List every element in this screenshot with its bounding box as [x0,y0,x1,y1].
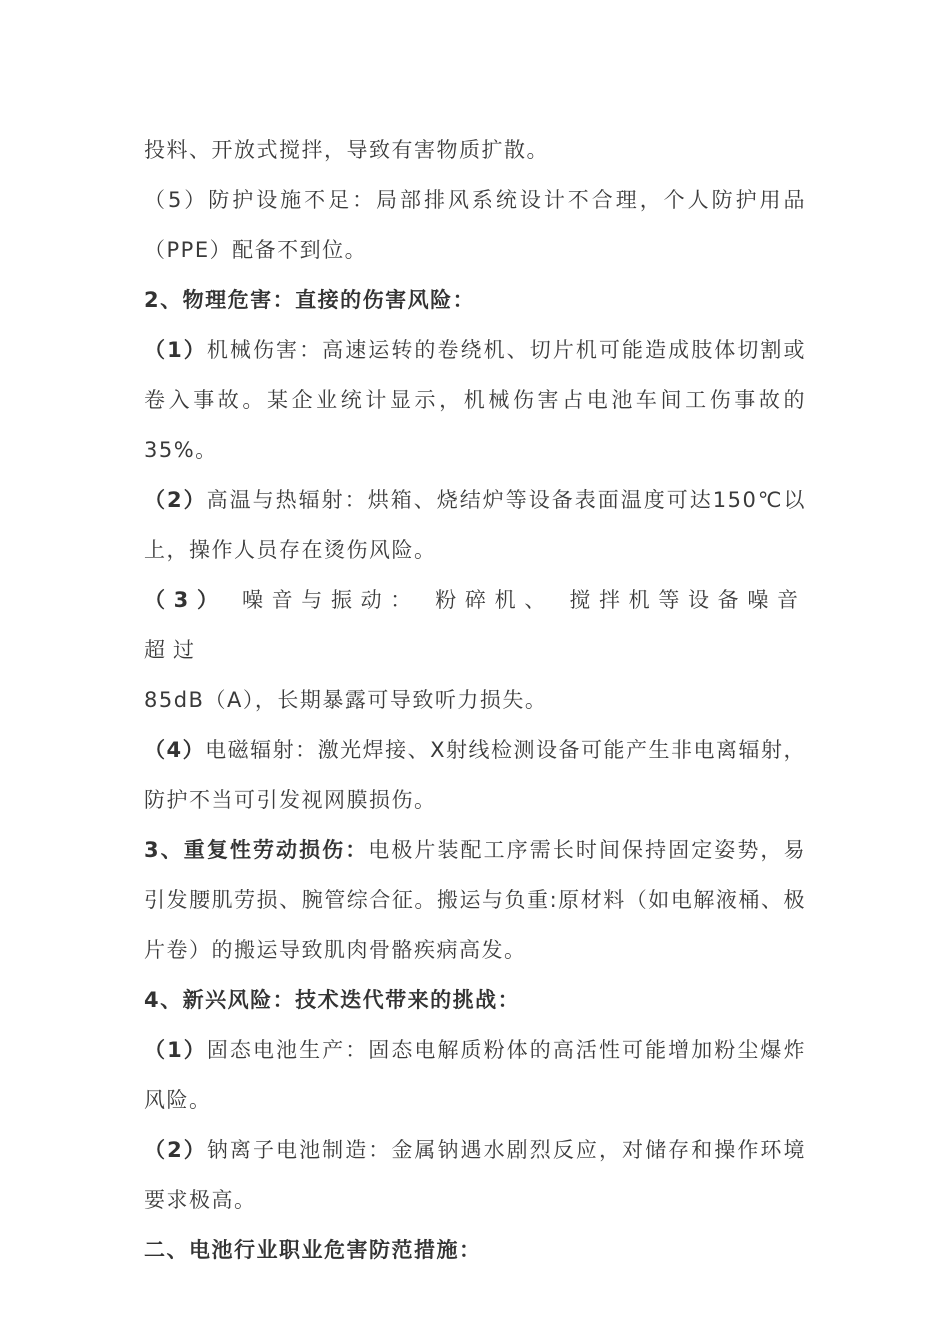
paragraph-repetitive-strain [144,825,806,975]
item-number: （2） [144,1138,207,1162]
paragraph-heat-radiation [144,475,806,575]
section-heading-prevention [144,1225,806,1275]
paragraph-text: 机械伤害：高速运转的卷绕机、切片机可能造成肢体切割或卷入事故。某企业统计显示，机械伤害占电池车间工伤事故的35%。 [144,338,806,462]
paragraph-sodium-ion [144,1125,806,1225]
section-heading-physical-hazards [144,275,806,325]
paragraph-text: 投料、开放式搅拌，导致有害物质扩散。 [144,138,549,162]
paragraph-text-line2: 85dB（A），长期暴露可导致听力损失。 [144,688,548,712]
heading-text: 二、电池行业职业危害防范措施： [144,1238,482,1262]
item-number: （1） [144,338,207,362]
paragraph-text: 电极片装配工序需长时间保持固定姿势，易引发腰肌劳损、腕管综合征。搬运与负重:原材料（如电解液桶、极片卷）的搬运导致肌肉骨骼疾病高发。 [144,838,806,962]
item-number: （3） [144,588,227,612]
paragraph-text: 高温与热辐射：烘箱、烧结炉等设备表面温度可达150℃以上，操作人员存在烫伤风险。 [144,488,806,562]
document-body [144,125,806,1275]
heading-text: 2、物理危害：直接的伤害风险： [144,288,476,312]
inline-heading: 3、重复性劳动损伤： [144,838,369,862]
paragraph-noise-vibration [144,575,806,725]
paragraph-continuation [144,125,806,175]
paragraph-solid-state [144,1025,806,1125]
heading-text: 4、新兴风险：技术迭代带来的挑战： [144,988,521,1012]
item-number: （4） [144,738,206,762]
paragraph-electromagnetic [144,725,806,825]
paragraph-mechanical-injury [144,325,806,475]
paragraph-text: 钠离子电池制造：金属钠遇水剧烈反应，对储存和操作环境要求极高。 [144,1138,806,1212]
paragraph-text: 固态电池生产：固态电解质粉体的高活性可能增加粉尘爆炸风险。 [144,1038,806,1112]
paragraph-text: （5）防护设施不足：局部排风系统设计不合理，个人防护用品（PPE）配备不到位。 [144,188,806,262]
item-number: （1） [144,1038,207,1062]
section-heading-emerging-risks [144,975,806,1025]
paragraph-text-line1: 噪音与振动： 粉碎机、 搅拌机等设备噪音超过 [144,588,806,662]
item-number: （2） [144,488,207,512]
paragraph-text: 电磁辐射：激光焊接、X射线检测设备可能产生非电离辐射，防护不当可引发视网膜损伤。 [144,738,807,812]
paragraph-ppe [144,175,806,275]
